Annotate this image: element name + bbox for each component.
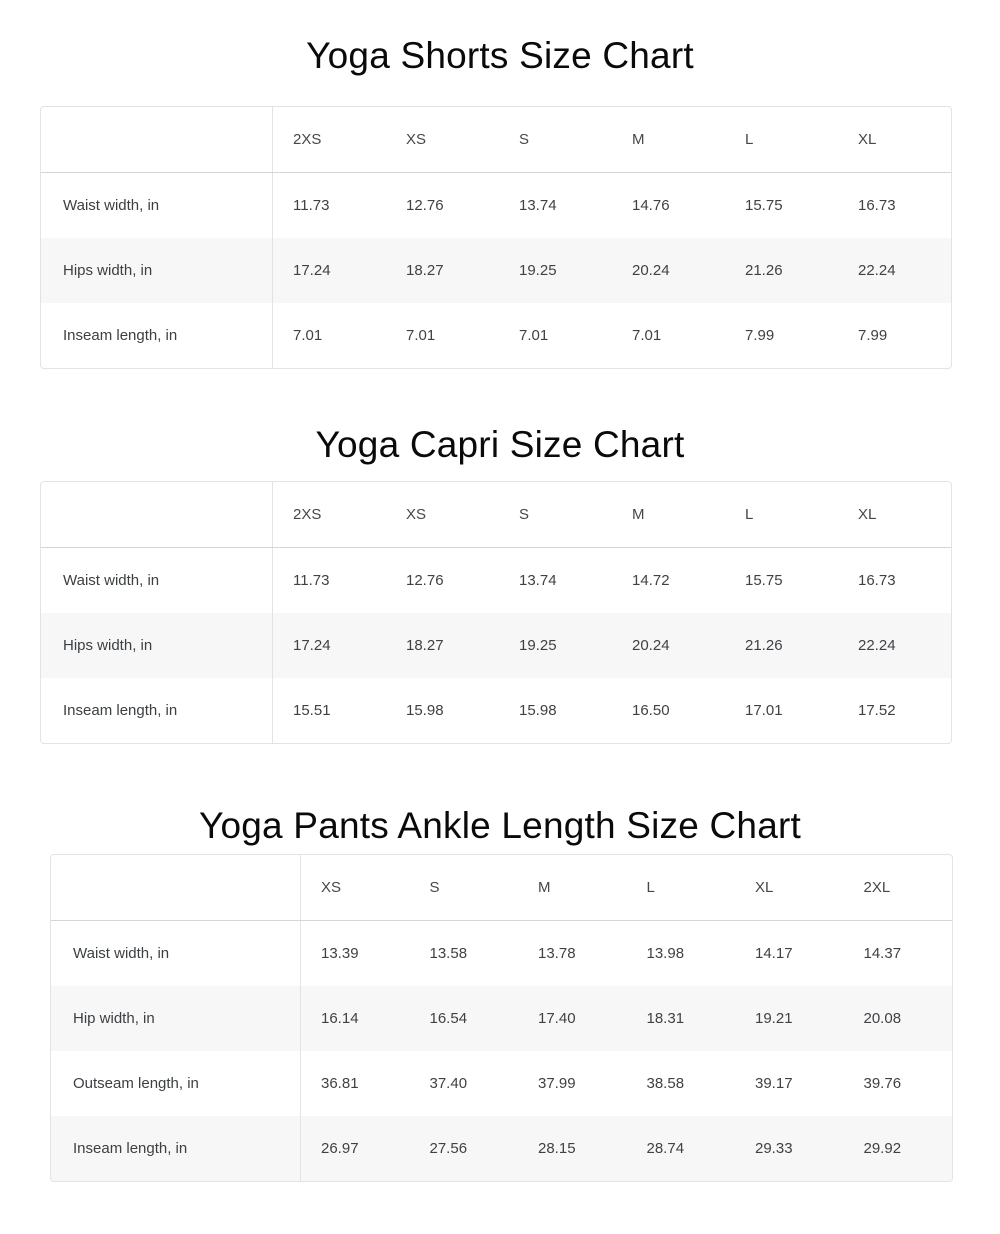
row-label: Hip width, in — [51, 986, 301, 1051]
corner-cell — [41, 482, 273, 547]
size-col-header: XL — [858, 131, 877, 148]
cell-value: 29.33 — [755, 1140, 793, 1157]
cell-value: 38.58 — [646, 1075, 685, 1092]
cell-value: 19.21 — [755, 1010, 793, 1027]
cell-value: 39.17 — [755, 1075, 793, 1092]
header-row — [51, 855, 952, 921]
size-table — [40, 481, 952, 744]
cell-value: 13.74 — [519, 197, 557, 214]
size-col-header: 2XS — [293, 506, 322, 523]
cell-value: 16.73 — [858, 197, 896, 214]
size-col-header: S — [519, 506, 530, 523]
size-col-header: S — [519, 131, 530, 148]
cell-value: 28.15 — [538, 1140, 576, 1157]
cell-value: 18.27 — [406, 637, 444, 654]
cell-value: 26.97 — [321, 1140, 359, 1157]
chart-section-2 — [0, 804, 1000, 1182]
table-row — [41, 238, 951, 303]
cell-value: 21.26 — [745, 637, 783, 654]
table-row — [51, 986, 952, 1051]
cell-value: 20.24 — [632, 262, 670, 279]
cell-value: 19.25 — [519, 637, 557, 654]
cell-value: 14.76 — [632, 197, 670, 214]
cell-value: 7.99 — [858, 327, 888, 344]
row-label: Waist width, in — [41, 173, 273, 238]
cell-value: 7.01 — [632, 327, 662, 344]
header-row — [41, 482, 951, 548]
corner-cell — [51, 855, 301, 920]
size-col-header: L — [745, 506, 754, 523]
cell-value: 14.17 — [755, 945, 793, 962]
cell-value: 29.92 — [863, 1140, 902, 1157]
size-col-header: XL — [755, 879, 774, 896]
cell-value: 12.76 — [406, 197, 444, 214]
cell-value: 28.74 — [646, 1140, 685, 1157]
cell-value: 15.98 — [519, 702, 557, 719]
chart-section-0 — [0, 34, 1000, 369]
chart-title: Yoga Capri Size Chart — [315, 424, 685, 465]
size-col-header: L — [646, 879, 655, 896]
size-col-header: L — [745, 131, 754, 148]
chart-section-1 — [0, 423, 1000, 744]
row-label: Waist width, in — [41, 548, 273, 613]
cell-value: 16.14 — [321, 1010, 359, 1027]
row-label: Inseam length, in — [41, 303, 273, 368]
cell-value: 14.72 — [632, 572, 670, 589]
row-label: Inseam length, in — [51, 1116, 301, 1181]
size-charts — [0, 34, 1000, 1182]
cell-value: 19.25 — [519, 262, 557, 279]
table-row — [41, 613, 951, 678]
cell-value: 15.51 — [293, 702, 331, 719]
cell-value: 13.98 — [646, 945, 685, 962]
size-col-header: XS — [321, 879, 342, 896]
cell-value: 7.01 — [406, 327, 436, 344]
cell-value: 11.73 — [293, 572, 330, 589]
cell-value: 11.73 — [293, 197, 330, 214]
cell-value: 37.99 — [538, 1075, 576, 1092]
row-label: Waist width, in — [51, 921, 301, 986]
cell-value: 14.37 — [863, 945, 902, 962]
size-col-header: 2XS — [293, 131, 322, 148]
cell-value: 16.54 — [429, 1010, 468, 1027]
size-table — [40, 106, 952, 369]
cell-value: 16.50 — [632, 702, 670, 719]
cell-value: 17.52 — [858, 702, 896, 719]
size-col-header: XS — [406, 131, 427, 148]
cell-value: 37.40 — [429, 1075, 468, 1092]
cell-value: 21.26 — [745, 262, 783, 279]
size-col-header: M — [632, 506, 645, 523]
cell-value: 15.98 — [406, 702, 444, 719]
cell-value: 18.27 — [406, 262, 444, 279]
row-label: Hips width, in — [41, 613, 273, 678]
table-row — [41, 173, 951, 238]
row-label: Inseam length, in — [41, 678, 273, 743]
page — [0, 34, 1000, 1234]
cell-value: 22.24 — [858, 637, 896, 654]
cell-value: 17.40 — [538, 1010, 576, 1027]
size-col-header: M — [538, 879, 551, 896]
size-col-header: M — [632, 131, 645, 148]
cell-value: 20.08 — [863, 1010, 902, 1027]
size-table — [50, 854, 953, 1182]
cell-value: 36.81 — [321, 1075, 359, 1092]
cell-value: 20.24 — [632, 637, 670, 654]
cell-value: 12.76 — [406, 572, 444, 589]
size-chart-page — [0, 34, 1000, 1182]
chart-title: Yoga Shorts Size Chart — [306, 35, 694, 76]
cell-value: 15.75 — [745, 197, 783, 214]
cell-value: 7.01 — [519, 327, 549, 344]
cell-value: 13.58 — [429, 945, 468, 962]
cell-value: 7.99 — [745, 327, 775, 344]
cell-value: 22.24 — [858, 262, 896, 279]
cell-value: 13.74 — [519, 572, 557, 589]
size-col-header: XS — [406, 506, 427, 523]
cell-value: 17.24 — [293, 262, 331, 279]
cell-value: 7.01 — [293, 327, 323, 344]
header-row — [41, 107, 951, 173]
size-col-header: S — [429, 879, 440, 896]
size-col-header: 2XL — [863, 879, 891, 896]
cell-value: 13.78 — [538, 945, 576, 962]
table-row — [51, 1051, 952, 1116]
cell-value: 17.24 — [293, 637, 331, 654]
cell-value: 17.01 — [745, 702, 783, 719]
cell-value: 16.73 — [858, 572, 896, 589]
row-label: Outseam length, in — [51, 1051, 301, 1116]
table-row — [41, 303, 951, 368]
corner-cell — [41, 107, 273, 172]
cell-value: 39.76 — [863, 1075, 902, 1092]
table-row — [51, 921, 952, 986]
cell-value: 13.39 — [321, 945, 359, 962]
cell-value: 27.56 — [429, 1140, 468, 1157]
cell-value: 18.31 — [646, 1010, 685, 1027]
table-row — [41, 548, 951, 613]
table-row — [41, 678, 951, 743]
size-col-header: XL — [858, 506, 877, 523]
row-label: Hips width, in — [41, 238, 273, 303]
chart-title: Yoga Pants Ankle Length Size Chart — [199, 805, 801, 846]
cell-value: 15.75 — [745, 572, 783, 589]
table-row — [51, 1116, 952, 1181]
